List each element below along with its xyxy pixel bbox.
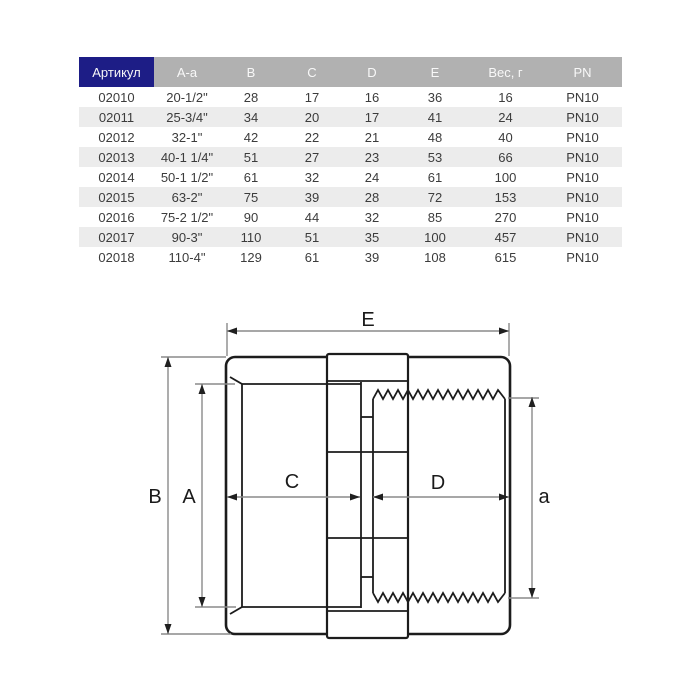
table-cell: 110-4" <box>168 249 206 265</box>
table-cell: PN10 <box>566 249 599 265</box>
table-cell: 02014 <box>98 169 135 185</box>
label-a: a <box>538 486 550 508</box>
table-cell: 90 <box>243 209 259 225</box>
table-cell: 02012 <box>98 129 135 145</box>
table-cell: 110 <box>240 229 262 245</box>
table-cell: 27 <box>304 149 320 165</box>
table-cell: PN10 <box>566 149 599 165</box>
table-cell: 34 <box>243 109 259 125</box>
table-cell: 32 <box>364 209 380 225</box>
table-cell: 32 <box>304 169 320 185</box>
column-header-pn: PN <box>573 64 592 80</box>
table-cell: 40-1 1/4" <box>160 149 214 165</box>
table-cell: PN10 <box>566 189 599 205</box>
table-cell: 40 <box>498 129 513 145</box>
table-cell: PN10 <box>566 89 599 105</box>
table-cell: 75-2 1/2" <box>160 209 214 225</box>
table-cell: 85 <box>427 209 443 225</box>
table-cell: 50-1 1/2" <box>160 169 214 185</box>
table-cell: 63-2" <box>171 189 203 205</box>
table-cell: 21 <box>364 129 380 145</box>
table-cell: 61 <box>304 249 320 265</box>
table-cell: 61 <box>427 169 443 185</box>
table-cell: 42 <box>243 129 259 145</box>
table-cell: 02013 <box>98 149 135 165</box>
table-cell: 16 <box>364 89 380 105</box>
table-cell: 39 <box>304 189 320 205</box>
table-cell: PN10 <box>566 209 599 225</box>
column-header-d: D <box>367 64 377 80</box>
table-cell: 17 <box>364 109 380 125</box>
table-cell: 51 <box>243 149 259 165</box>
table-cell: 48 <box>427 129 443 145</box>
column-header-c: C <box>307 64 317 80</box>
table-cell: 39 <box>364 249 380 265</box>
table-cell: 23 <box>364 149 380 165</box>
table-cell: 41 <box>427 109 443 125</box>
table-cell: 24 <box>364 169 380 185</box>
table-cell: 02015 <box>98 189 135 205</box>
column-header-b: B <box>246 64 256 80</box>
label-E: E <box>361 309 375 331</box>
table-cell: 32-1" <box>171 129 203 145</box>
table-cell: 20 <box>304 109 320 125</box>
label-C: C <box>284 471 300 493</box>
table-cell: 75 <box>243 189 259 205</box>
table-cell: 129 <box>240 249 262 265</box>
column-header-weight: Вес, г <box>488 64 523 80</box>
table-cell: 44 <box>304 209 320 225</box>
table-cell: 02018 <box>98 249 135 265</box>
table-cell: 02010 <box>98 89 135 105</box>
table-cell: 02016 <box>98 209 135 225</box>
column-header-e: E <box>430 64 440 80</box>
table-cell: 100 <box>424 229 446 245</box>
column-header-article: Артикул <box>79 57 154 87</box>
fitting-body <box>226 354 510 638</box>
table-cell: 35 <box>364 229 380 245</box>
table-cell: 36 <box>427 89 443 105</box>
table-cell: 28 <box>364 189 380 205</box>
label-D: D <box>430 472 446 494</box>
table-cell: 90-3" <box>171 229 203 245</box>
table-cell: 53 <box>427 149 443 165</box>
table-cell: 66 <box>498 149 513 165</box>
table-cell: 28 <box>243 89 259 105</box>
table-cell: 108 <box>424 249 446 265</box>
column-header-a-a: A-a <box>176 64 198 80</box>
table-cell: 457 <box>494 229 517 245</box>
table-cell: PN10 <box>566 169 599 185</box>
table-cell: 270 <box>494 209 517 225</box>
table-cell: 25-3/4" <box>166 109 208 125</box>
label-B: B <box>148 486 162 508</box>
table-cell: 51 <box>304 229 320 245</box>
table-cell: 02017 <box>98 229 135 245</box>
table-cell: 72 <box>427 189 443 205</box>
table-cell: 100 <box>494 169 517 185</box>
table-cell: 24 <box>498 109 513 125</box>
table-cell: 02011 <box>98 109 135 125</box>
table-cell: 615 <box>494 249 517 265</box>
table-cell: 20-1/2" <box>166 89 208 105</box>
table-cell: PN10 <box>566 109 599 125</box>
table-cell: 22 <box>304 129 320 145</box>
table-cell: PN10 <box>566 129 599 145</box>
label-A: A <box>182 486 196 508</box>
table-cell: 17 <box>304 89 320 105</box>
table-cell: 16 <box>498 89 513 105</box>
table-cell: PN10 <box>566 229 599 245</box>
table-cell: 153 <box>494 189 517 205</box>
table-cell: 61 <box>243 169 259 185</box>
